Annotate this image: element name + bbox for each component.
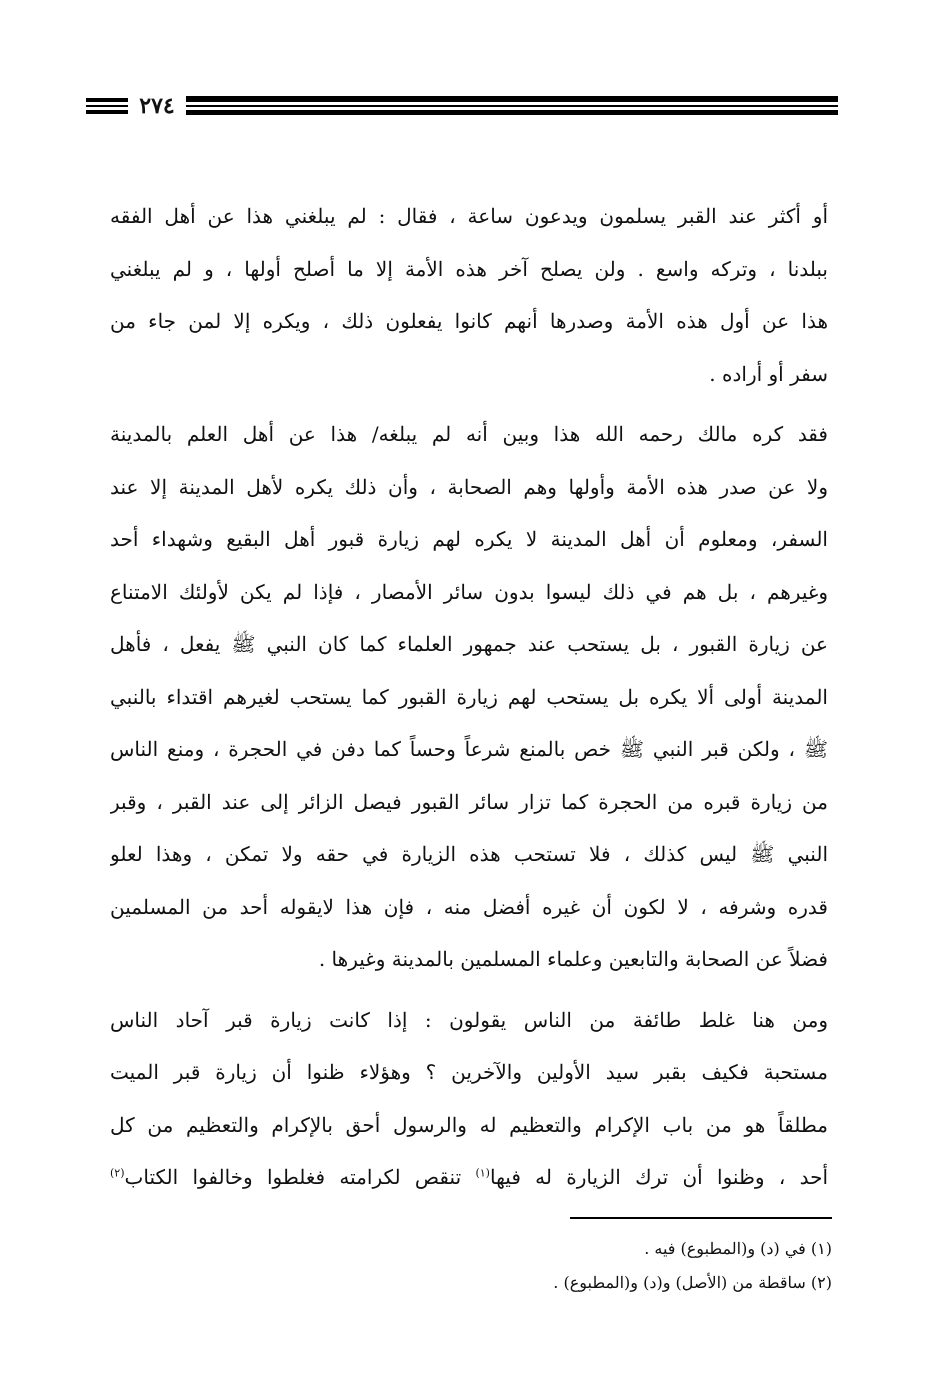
- text-line: عن زيارة القبور ، بل يستحب عند جمهور العلماء كما كان النبي ﷺ يفعل ، فأهل: [110, 632, 828, 656]
- body-text: [110, 190, 828, 1204]
- text-line: السفر، ومعلوم أن أهل المدينة لا يكره لهم زيارة قبور أهل البقيع وشهداء أحد: [110, 527, 828, 551]
- paragraph-2: [110, 408, 828, 986]
- text-line: مستحبة فكيف بقبر سيد الأولين والآخرين ؟ وهؤلاء ظنوا أن زيارة قبر الميت: [110, 1060, 828, 1084]
- paragraph-1: [110, 190, 828, 400]
- text-line: ﷺ ، ولكن قبر النبي ﷺ خص بالمنع شرعاً وحساً كما دفن في الحجرة ، ومنع الناس: [110, 737, 828, 761]
- footnote-1: (١) في (د) و(المطبوع) فيه .: [644, 1239, 832, 1258]
- footnote-separator: [570, 1217, 832, 1219]
- page-number: ٢٧٤: [139, 93, 175, 119]
- text-segment: أحد ، وظنوا أن ترك الزيارة له فيها: [489, 1165, 828, 1189]
- footnote-2: (٢) ساقطة من (الأصل) و(د) و(المطبوع) .: [553, 1273, 832, 1292]
- text-line: أو أكثر عند القبر يسلمون ويدعون ساعة ، فقال : لم يبلغني هذا عن أهل الفقه: [110, 204, 828, 228]
- text-line: فقد كره مالك رحمه الله هذا وبين أنه لم يبلغه/ هذا عن أهل العلم بالمدينة: [110, 422, 828, 446]
- header-rule-right: [186, 96, 838, 102]
- header-rule-right: [186, 105, 838, 107]
- footnotes: [400, 1232, 832, 1300]
- text-line: فضلاً عن الصحابة والتابعين وعلماء المسلمين بالمدينة وغيرها .: [318, 947, 828, 971]
- text-line: قدره وشرفه ، لا لكون أن غيره أفضل منه ، فإن هذا لايقوله أحد من المسلمين: [110, 894, 828, 919]
- text-line: ببلدنا ، وتركه واسع . ولن يصلح آخر هذه الأمة إلا ما أصلح أولها ، و لم يبلغني: [110, 256, 828, 281]
- header-rule-right: [186, 110, 838, 115]
- text-segment: تنقص لكرامته فغلطوا وخالفوا الكتاب: [124, 1165, 476, 1189]
- text-line: سفر أو أراده .: [709, 361, 828, 386]
- text-line: النبي ﷺ ليس كذلك ، فلا تستحب هذه الزيارة في حقه ولا تمكن ، وهذا لعلو: [110, 842, 828, 866]
- footnote-ref-2[interactable]: (٢): [110, 1166, 125, 1180]
- footnote-ref-1[interactable]: (١): [475, 1166, 490, 1180]
- text-line: [110, 1151, 828, 1204]
- text-line: ولا عن صدر هذه الأمة وأولها وهم الصحابة ، وأن ذلك يكره لأهل المدينة إلا عند: [110, 474, 828, 499]
- paragraph-3: [110, 994, 828, 1204]
- text-line: مطلقاً هو من باب الإكرام والتعظيم له والرسول أحق بالإكرام والتعظيم من كل: [110, 1112, 828, 1137]
- header-rule-left: [86, 105, 128, 107]
- text-line: المدينة أولى ألا يكره بل يستحب لهم زيارة القبور كما يستحب لغيرهم اقتداء بالنبي: [110, 684, 828, 709]
- text-line: وغيرهم ، بل هم في ذلك ليسوا بدون سائر الأمصار ، فإذا لم يكن لأولئك الامتناع: [110, 579, 828, 604]
- text-line: ومن هنا غلط طائفة من الناس يقولون : إذا كانت زيارة قبر آحاد الناس: [110, 1007, 828, 1032]
- text-line: هذا عن أول هذه الأمة وصدرها أنهم كانوا يفعلون ذلك ، ويكره إلا لمن جاء من: [110, 309, 828, 333]
- header-rule-left: [86, 110, 128, 114]
- header-rule-left: [86, 98, 128, 102]
- text-line: من زيارة قبره من الحجرة كما تزار سائر القبور فيصل الزائر إلى عند القبر ، وقبر: [110, 789, 828, 814]
- page-header: [86, 93, 838, 123]
